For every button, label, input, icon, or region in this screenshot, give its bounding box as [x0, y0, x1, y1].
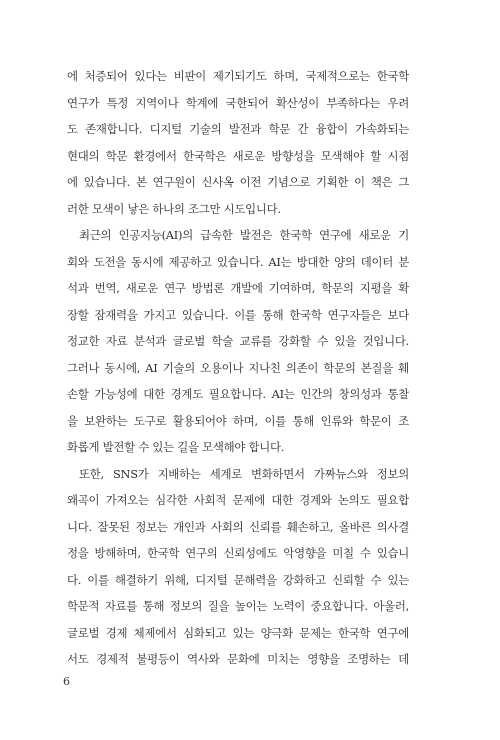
text-line: 니다. 잘못된 정보는 개인과 사회의 신뢰를 훼손하고, 올바른 의사결 [67, 519, 409, 534]
text-line: 회와 도전을 동시에 제공하고 있습니다. AI는 방대한 양의 데이터 분 [67, 254, 409, 269]
text-line: 석과 번역, 새로운 연구 방법론 개발에 기여하며, 학문의 지평을 확 [67, 281, 409, 295]
text-line: 그러나 동시에, AI 기술의 오용이나 지나친 의존이 학문의 본질을 훼 [67, 360, 409, 375]
text-line: 서도 경제적 불평등이 역사와 문화에 미치는 영향을 조명하는 데 [67, 652, 409, 666]
text-line: 학문적 자료를 통해 정보의 질을 높이는 노력이 중요합니다. 아울러, [67, 599, 409, 613]
paragraph [67, 461, 409, 673]
text-line: 에 있습니다. 본 연구원이 신사옥 이전 기념으로 기획한 이 책은 그 [67, 175, 409, 189]
text-line: 정교한 자료 분석과 글로벌 학술 교류를 강화할 수 있을 것입니다. [67, 334, 409, 348]
text-line: 글로벌 경제 체제에서 심화되고 있는 양극화 문제는 한국학 연구에 [67, 625, 409, 640]
paragraph [67, 63, 409, 222]
text-line: 연구가 특정 지역이나 학계에 국한되어 확산성이 부족하다는 우려 [67, 95, 409, 110]
text-line: 최근의 인공지능(AI)의 급속한 발전은 한국학 연구에 새로운 기 [79, 228, 409, 242]
text-line: 화롭게 발전할 수 있는 길을 모색해야 합니다. [67, 440, 285, 454]
text-line: 정을 방해하며, 한국학 연구의 신뢰성에도 악영향을 미칠 수 있습니 [67, 546, 409, 560]
body-text [67, 63, 409, 673]
text-line: 장할 잠재력을 가지고 있습니다. 이를 통해 한국학 연구자들은 보다 [67, 307, 409, 322]
text-line: 러한 모색이 낳은 하나의 조그만 시도입니다. [67, 201, 281, 216]
text-line: 왜곡이 가져오는 심각한 사회적 문제에 대한 경계와 논의도 필요합 [67, 493, 409, 507]
paragraph [67, 222, 409, 461]
text-line: 에 처증되어 있다는 비판이 제기되기도 하며, 국제적으로는 한국학 [67, 69, 409, 83]
text-line: 도 존재합니다. 디지털 기술의 발전과 학문 간 융합이 가속화되는 [67, 122, 409, 136]
page-number: 6 [63, 675, 70, 688]
text-line: 손할 가능성에 대한 경계도 필요합니다. AI는 인간의 창의성과 통찰 [67, 387, 409, 401]
text-line: 또한, SNS가 지배하는 세계로 변화하면서 가짜뉴스와 정보의 [79, 466, 409, 481]
text-line: 을 보완하는 도구로 활용되어야 하며, 이를 통해 인류와 학문이 조 [67, 413, 409, 428]
text-line: 현대의 학문 환경에서 한국학은 새로운 방향성을 모색해야 할 시점 [67, 148, 409, 163]
text-line: 다. 이를 해결하기 위해, 디지털 문해력을 강화하고 신뢰할 수 있는 [67, 572, 409, 587]
